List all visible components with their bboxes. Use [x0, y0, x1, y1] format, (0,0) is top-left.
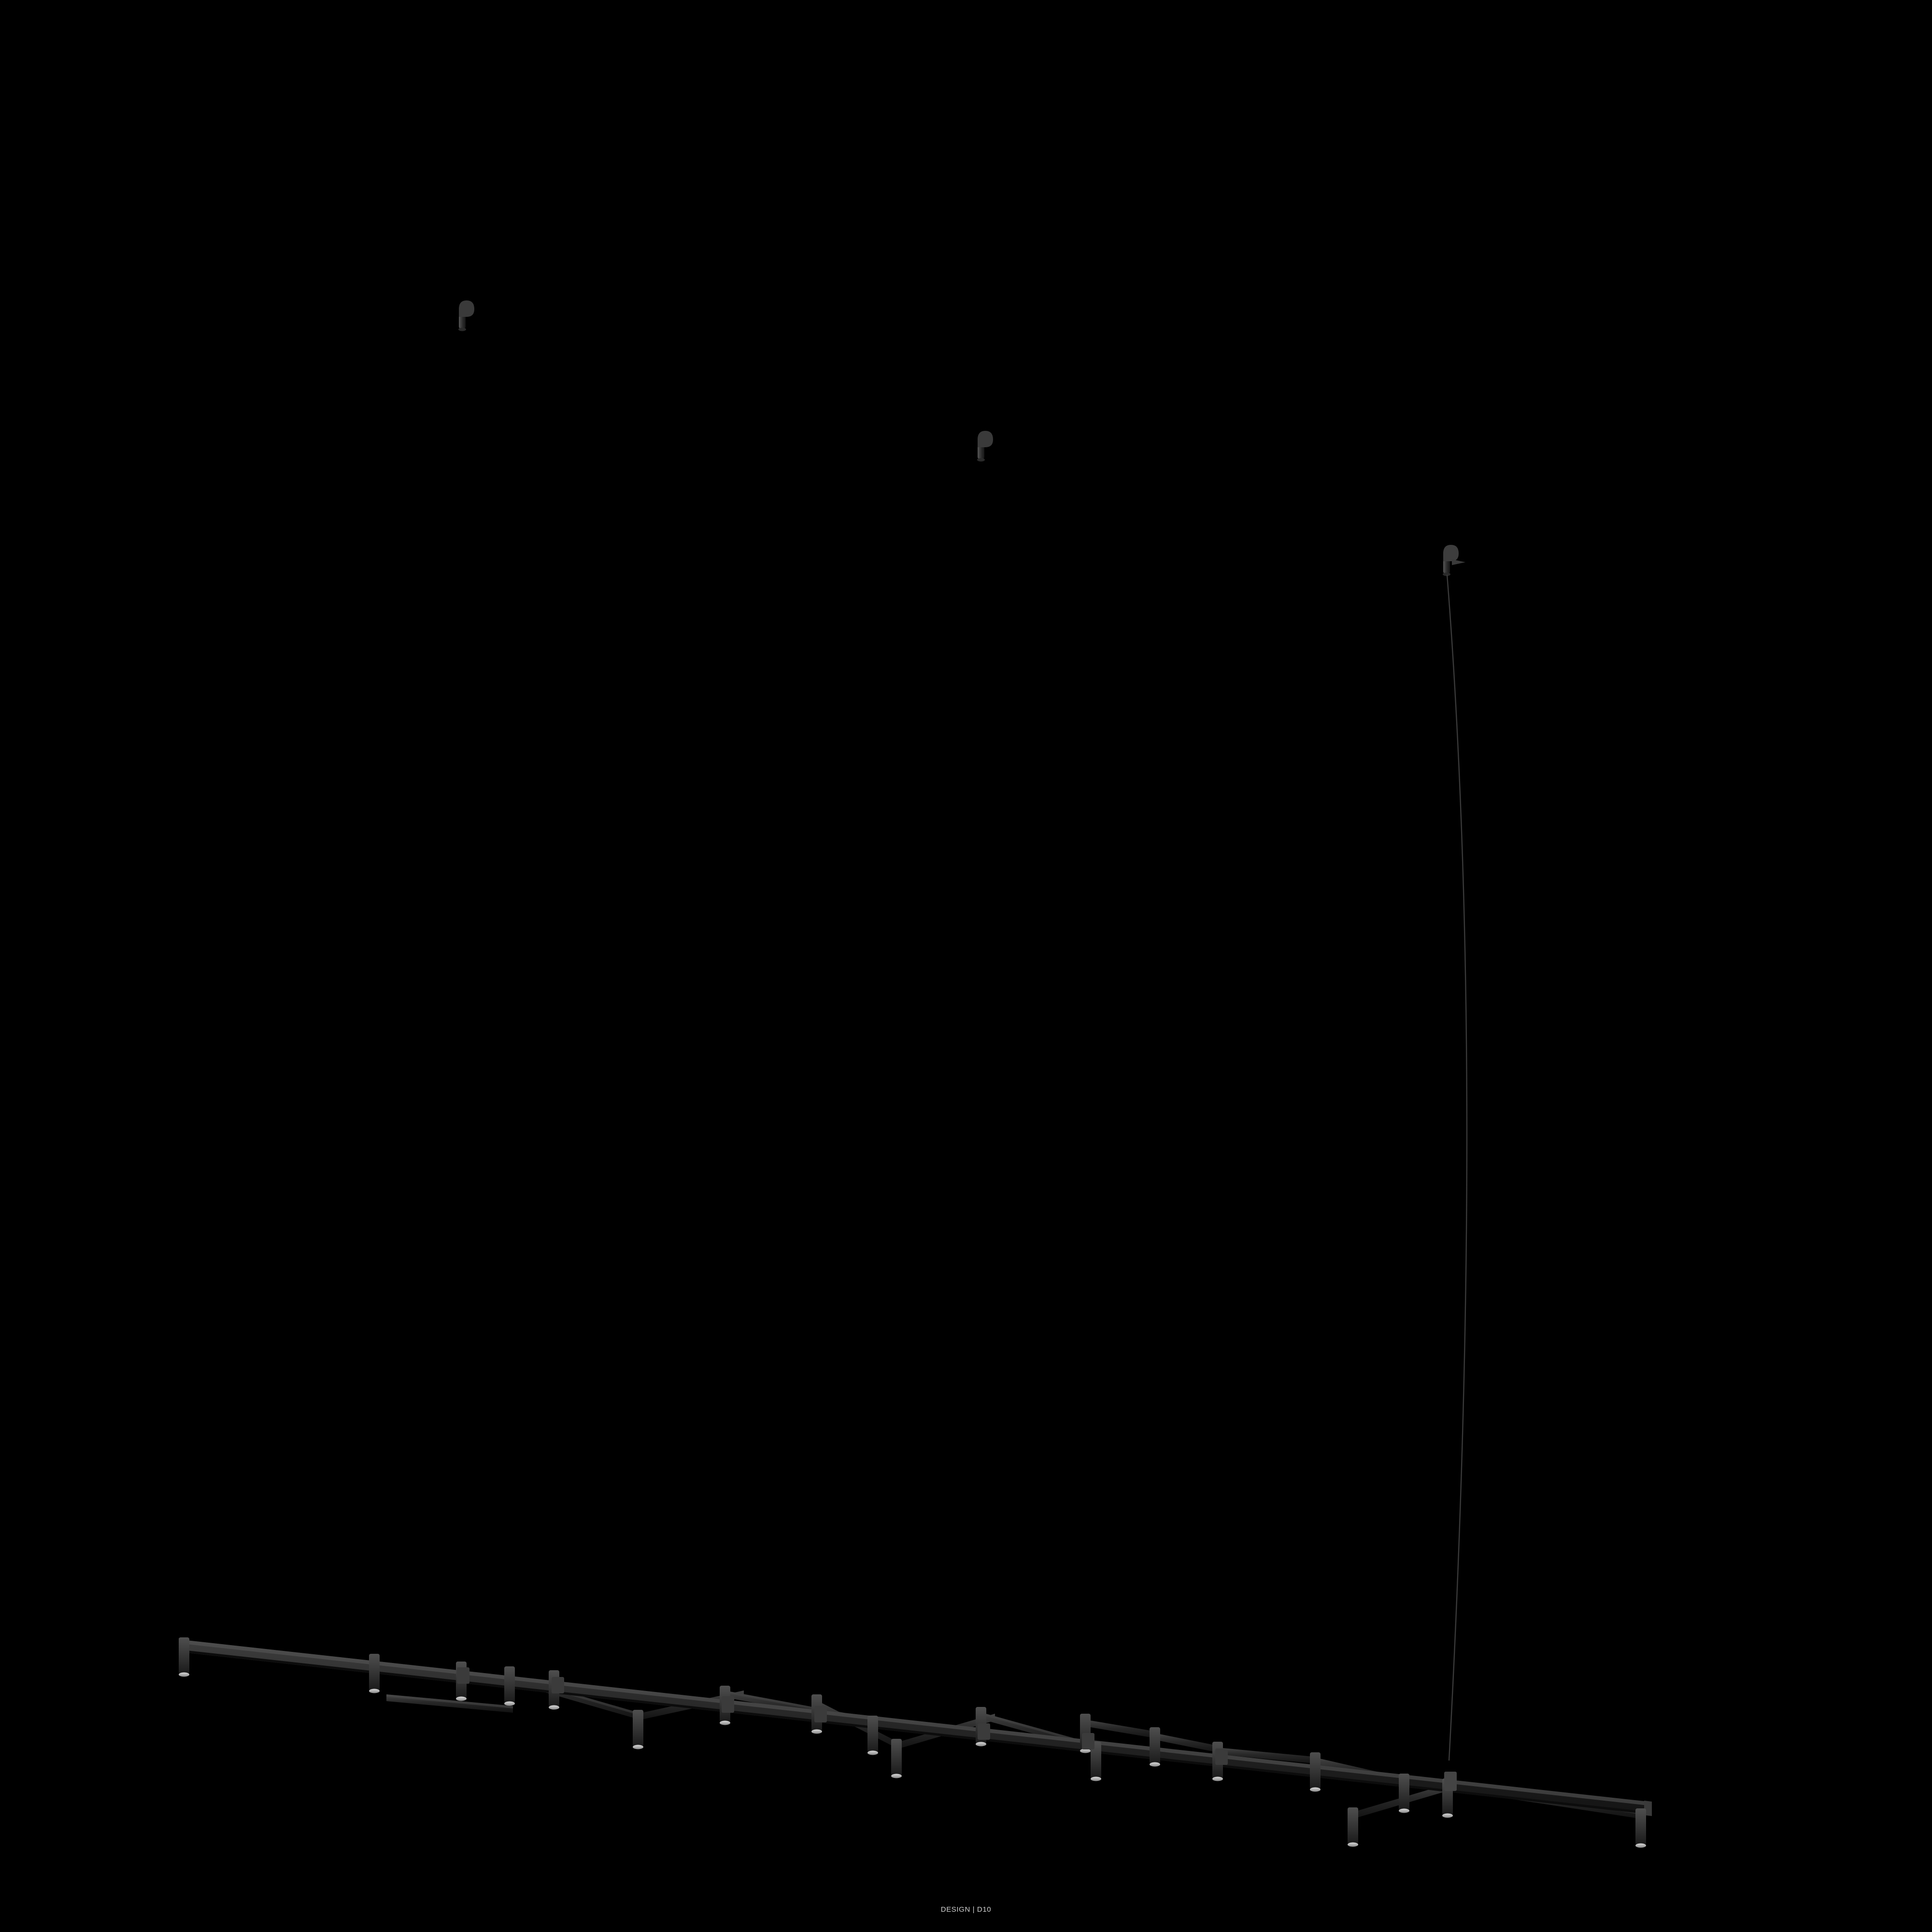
downlight-10	[891, 1739, 902, 1778]
downlight-20	[1635, 1808, 1646, 1848]
footer-caption: DESIGN | D10	[940, 1905, 992, 1914]
downlight-16	[1310, 1752, 1321, 1792]
ceiling-mount-right	[1443, 545, 1465, 576]
downlight-06	[633, 1710, 643, 1749]
ceiling-mount-center	[977, 431, 993, 462]
downlight-18	[1399, 1774, 1409, 1813]
downlight-17	[1348, 1807, 1358, 1847]
downlight-04	[504, 1666, 515, 1706]
cross-arm-group	[386, 1676, 1642, 1819]
downlight-02	[369, 1654, 380, 1693]
ceiling-mount-left	[458, 300, 474, 331]
downlight-09	[867, 1716, 878, 1755]
suspension-cable	[1447, 575, 1467, 1761]
downlight-01	[179, 1637, 189, 1677]
main-rail	[179, 1638, 1652, 1816]
downlight-14	[1150, 1727, 1160, 1767]
